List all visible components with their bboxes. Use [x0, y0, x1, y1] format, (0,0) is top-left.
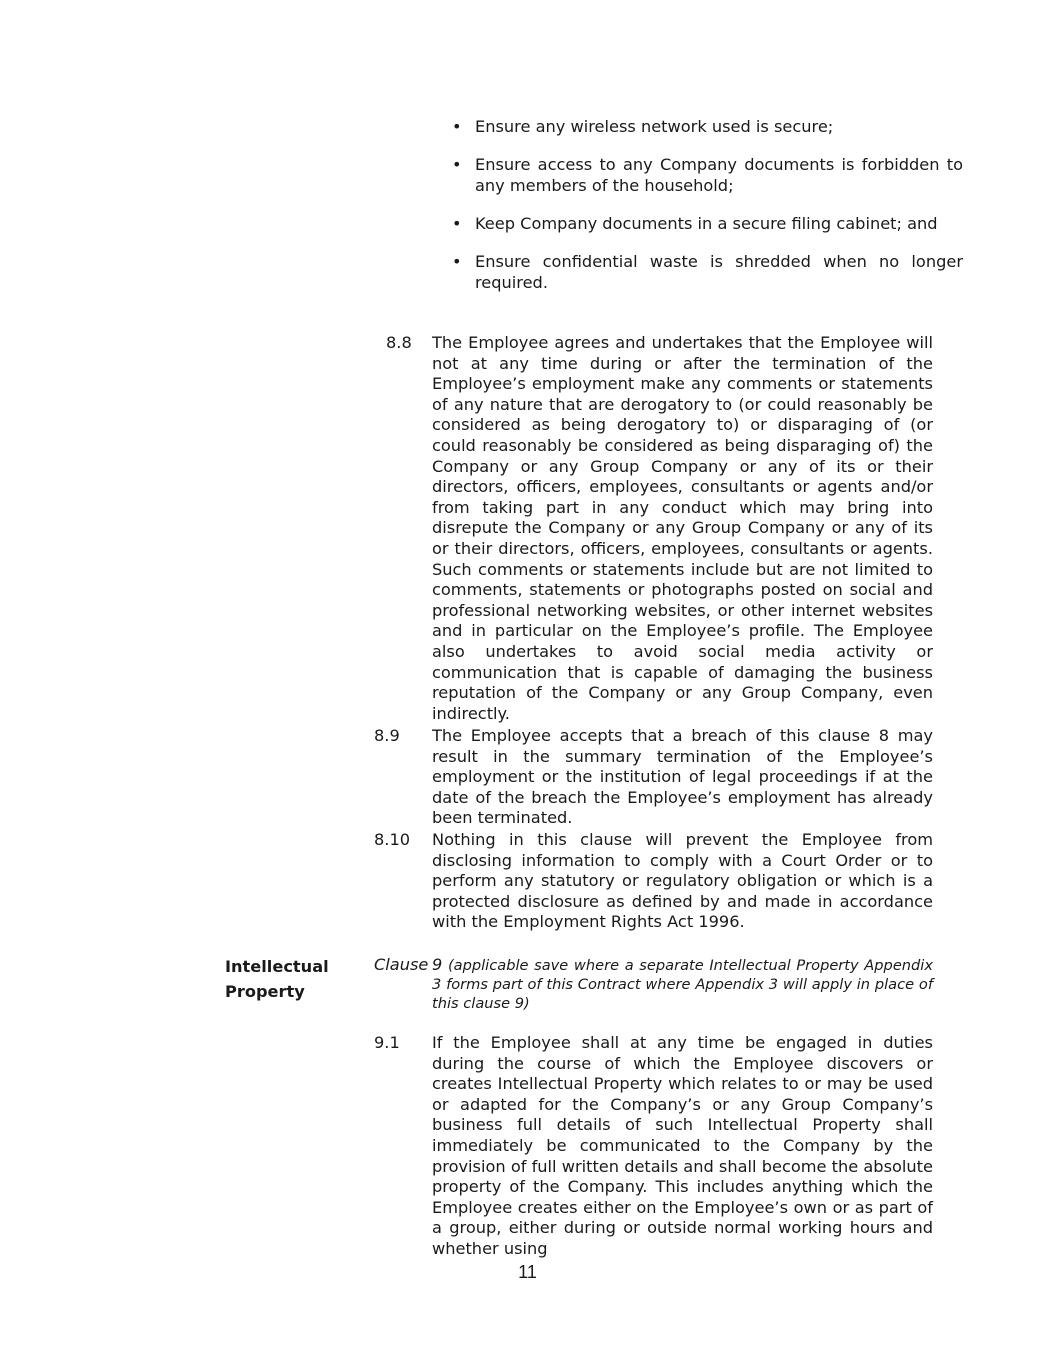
clause-9-number: 9 [432, 955, 443, 974]
clause-9-1 [374, 1033, 933, 1260]
clause-text: The Employee accepts that a breach of this clause 8 may result in the summary termination of the Employee’s employment or the institution of legal proceedings if at the date of the breach the Employee’s employment has already been terminated. [432, 726, 933, 828]
section-heading-intellectual-property: Intellectual Property [225, 957, 329, 1001]
list-item: • Ensure any wireless network used is secure; [452, 117, 834, 136]
clause-9-note-text: (applicable save where a separate Intellectual Property Appendix 3 forms part of this Contract where Appendix 3 will apply in place of this clause 9) [432, 957, 933, 1012]
clause-9-note [432, 955, 933, 1013]
clause-8-10 [374, 830, 933, 933]
clause-number: 8.8 [386, 333, 412, 352]
bullet-icon: • [452, 213, 462, 233]
clause-8-8 [374, 333, 933, 724]
clause-lead: Clause [374, 955, 429, 974]
clause-number: 9.1 [374, 1033, 400, 1052]
clause-number: 8.9 [374, 726, 400, 745]
bullet-icon: • [452, 252, 462, 272]
list-item: • Ensure confidential waste is shredded when no longer required. [452, 252, 963, 292]
clause-9-intro [374, 955, 933, 1013]
clause-text: The Employee agrees and undertakes that the Employee will not at any time during or after the termination of the Employee’s employment make any comments or statements of any nature that are derogatory to (or could reasonably be considered as being derogatory to) or disparaging of (or could reasonably be considered as being disparaging of) the Company or any Group Company or any of its or their directors, officers, employees, consultants or agents and/or from taking part in any conduct which may bring into disrepute the Company or any Group Company or any of its or their directors, officers, employees, consultants or agents. Such comments or statements include but are not limited to comments, statements or photographs posted on social and professional networking websites, or other internet websites and in particular on the Employee’s profile. The Employee also undertakes to avoid social media activity or communication that is capable of damaging the business reputation of the Company or any Group Company, even indirectly. [432, 333, 933, 723]
list-item: • Ensure access to any Company documents is forbidden to any members of the household; [452, 155, 963, 195]
list-item: • Keep Company documents in a secure filing cabinet; and [452, 213, 938, 233]
clause-8-9 [374, 726, 933, 829]
security-bullet-list [452, 117, 963, 311]
clause-text: If the Employee shall at any time be engaged in duties during the course of which the Employee discovers or creates Intellectual Property which relates to or may be used or adapted for the Company’s or any Group Company’s business full details of such Intellectual Property shall immediately be communicated to the Company by the provision of full written details and shall become the absolute property of the Company. This includes anything which the Employee creates either on the Employee’s own or as part of a group, either during or outside normal working hours and whether using [432, 1033, 933, 1258]
page-number: 11 [518, 1262, 537, 1282]
clause-number: 8.10 [374, 830, 411, 849]
clause-text: Nothing in this clause will prevent the Employee from disclosing information to comply with a Court Order or to perform any statutory or regulatory obligation or which is a protected disclosure as defined by and made in accordance with the Employment Rights Act 1996. [432, 830, 933, 932]
bullet-icon: • [452, 155, 462, 175]
bullet-icon: • [452, 117, 462, 136]
